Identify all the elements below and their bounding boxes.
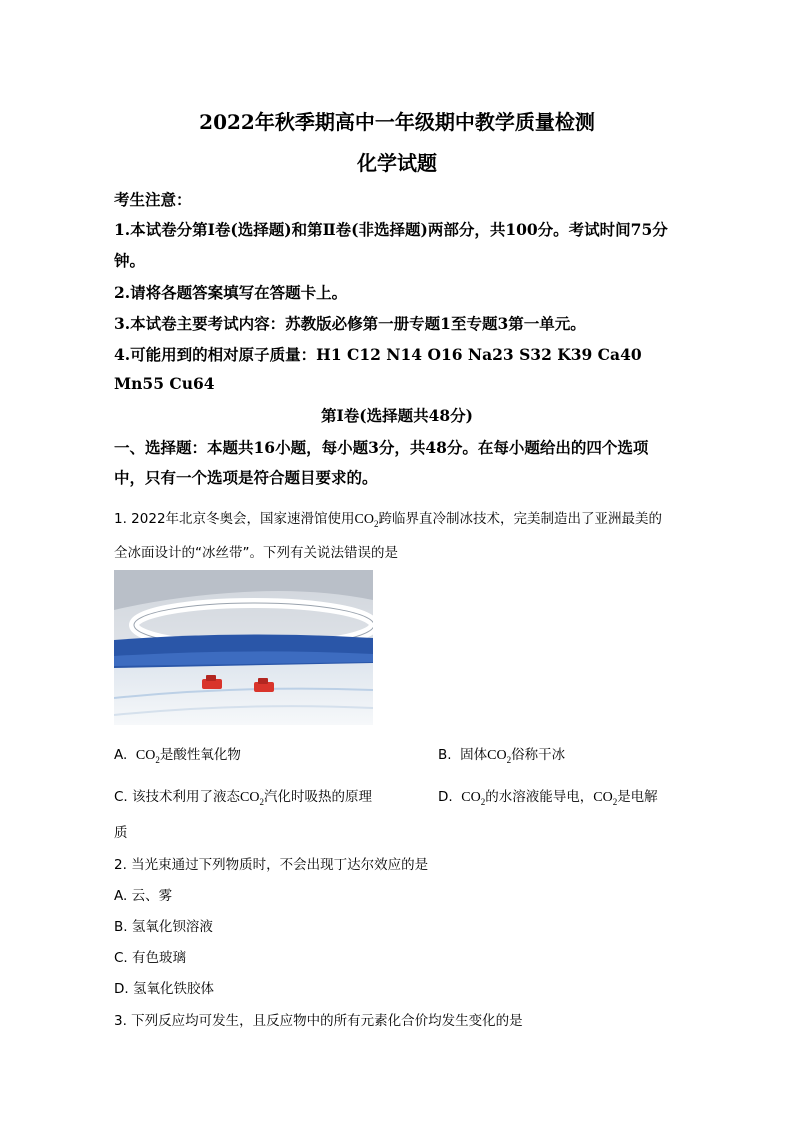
q1-stem-line2: 全冰面设计的“冰丝带”。下列有关说法错误的是 (114, 545, 398, 561)
notice-heading: 考生注意： (114, 190, 192, 209)
speed-skating-oval-photo (114, 570, 373, 725)
q2-option-c[interactable]: C. 有色玻璃 (114, 950, 187, 966)
q2-option-a[interactable]: A. 云、雾 (114, 888, 173, 904)
notice-item-4-cont: Mn55 Cu64 (114, 374, 215, 393)
q2-option-d[interactable]: D. 氢氧化铁胶体 (114, 981, 214, 997)
q2-option-b[interactable]: B. 氢氧化钡溶液 (114, 919, 213, 935)
notice-item-4: 4.可能用到的相对原子质量：H1 C12 N14 O16 Na23 S32 K39 Ca40 (114, 345, 642, 364)
co2-formula: $CO_2$ (354, 512, 379, 529)
q1-option-a[interactable]: A. $CO_2$是酸性氧化物 (114, 747, 241, 765)
co2-formula: $CO_2$ (593, 790, 618, 807)
exam-title: 2022年秋季期高中一年级期中教学质量检测 (199, 110, 595, 134)
co2-formula: $CO_2$ (135, 748, 160, 765)
notice-item-3: 3.本试卷主要考试内容：苏教版必修第一册专题1至专题3第一单元。 (114, 314, 586, 333)
notice-item-2: 2.请将各题答案填写在答题卡上。 (114, 283, 348, 302)
q1-option-b[interactable]: B. 固体$CO_2$俗称干冰 (438, 747, 566, 765)
q1-option-d-cont: 质 (114, 825, 128, 841)
section-heading: 第Ⅰ卷(选择题共48分) (321, 406, 473, 425)
q3-stem: 3. 下列反应均可发生，且反应物中的所有元素化合价均发生变化的是 (114, 1013, 523, 1029)
notice-item-1: 1.本试卷分第Ⅰ卷(选择题)和第Ⅱ卷(非选择题)两部分，共100分。考试时间75分 (114, 220, 668, 239)
section-intro: 一、选择题：本题共16小题，每小题3分，共48分。在每小题给出的四个选项 (114, 438, 649, 457)
co2-formula: $CO_2$ (240, 790, 264, 807)
q1-option-c[interactable]: C. 该技术利用了液态$CO_2$汽化时吸热的原理 (114, 789, 372, 807)
exam-subtitle: 化学试题 (357, 151, 437, 175)
section-intro-cont: 中，只有一个选项是符合题目要求的。 (114, 468, 378, 487)
co2-formula: $CO_2$ (487, 748, 512, 765)
q2-stem: 2. 当光束通过下列物质时，不会出现丁达尔效应的是 (114, 857, 429, 873)
notice-item-1-cont: 钟。 (114, 251, 146, 270)
co2-formula: $CO_2$ (461, 790, 486, 807)
q1-option-d[interactable]: D. $CO_2$的水溶液能导电，$CO_2$是电解 (438, 789, 658, 807)
q1-stem-line1: 1. 2022年北京冬奥会，国家速滑馆使用$CO_2$跨临界直冷制冰技术，完美制造出了亚洲最美的 (114, 511, 662, 529)
